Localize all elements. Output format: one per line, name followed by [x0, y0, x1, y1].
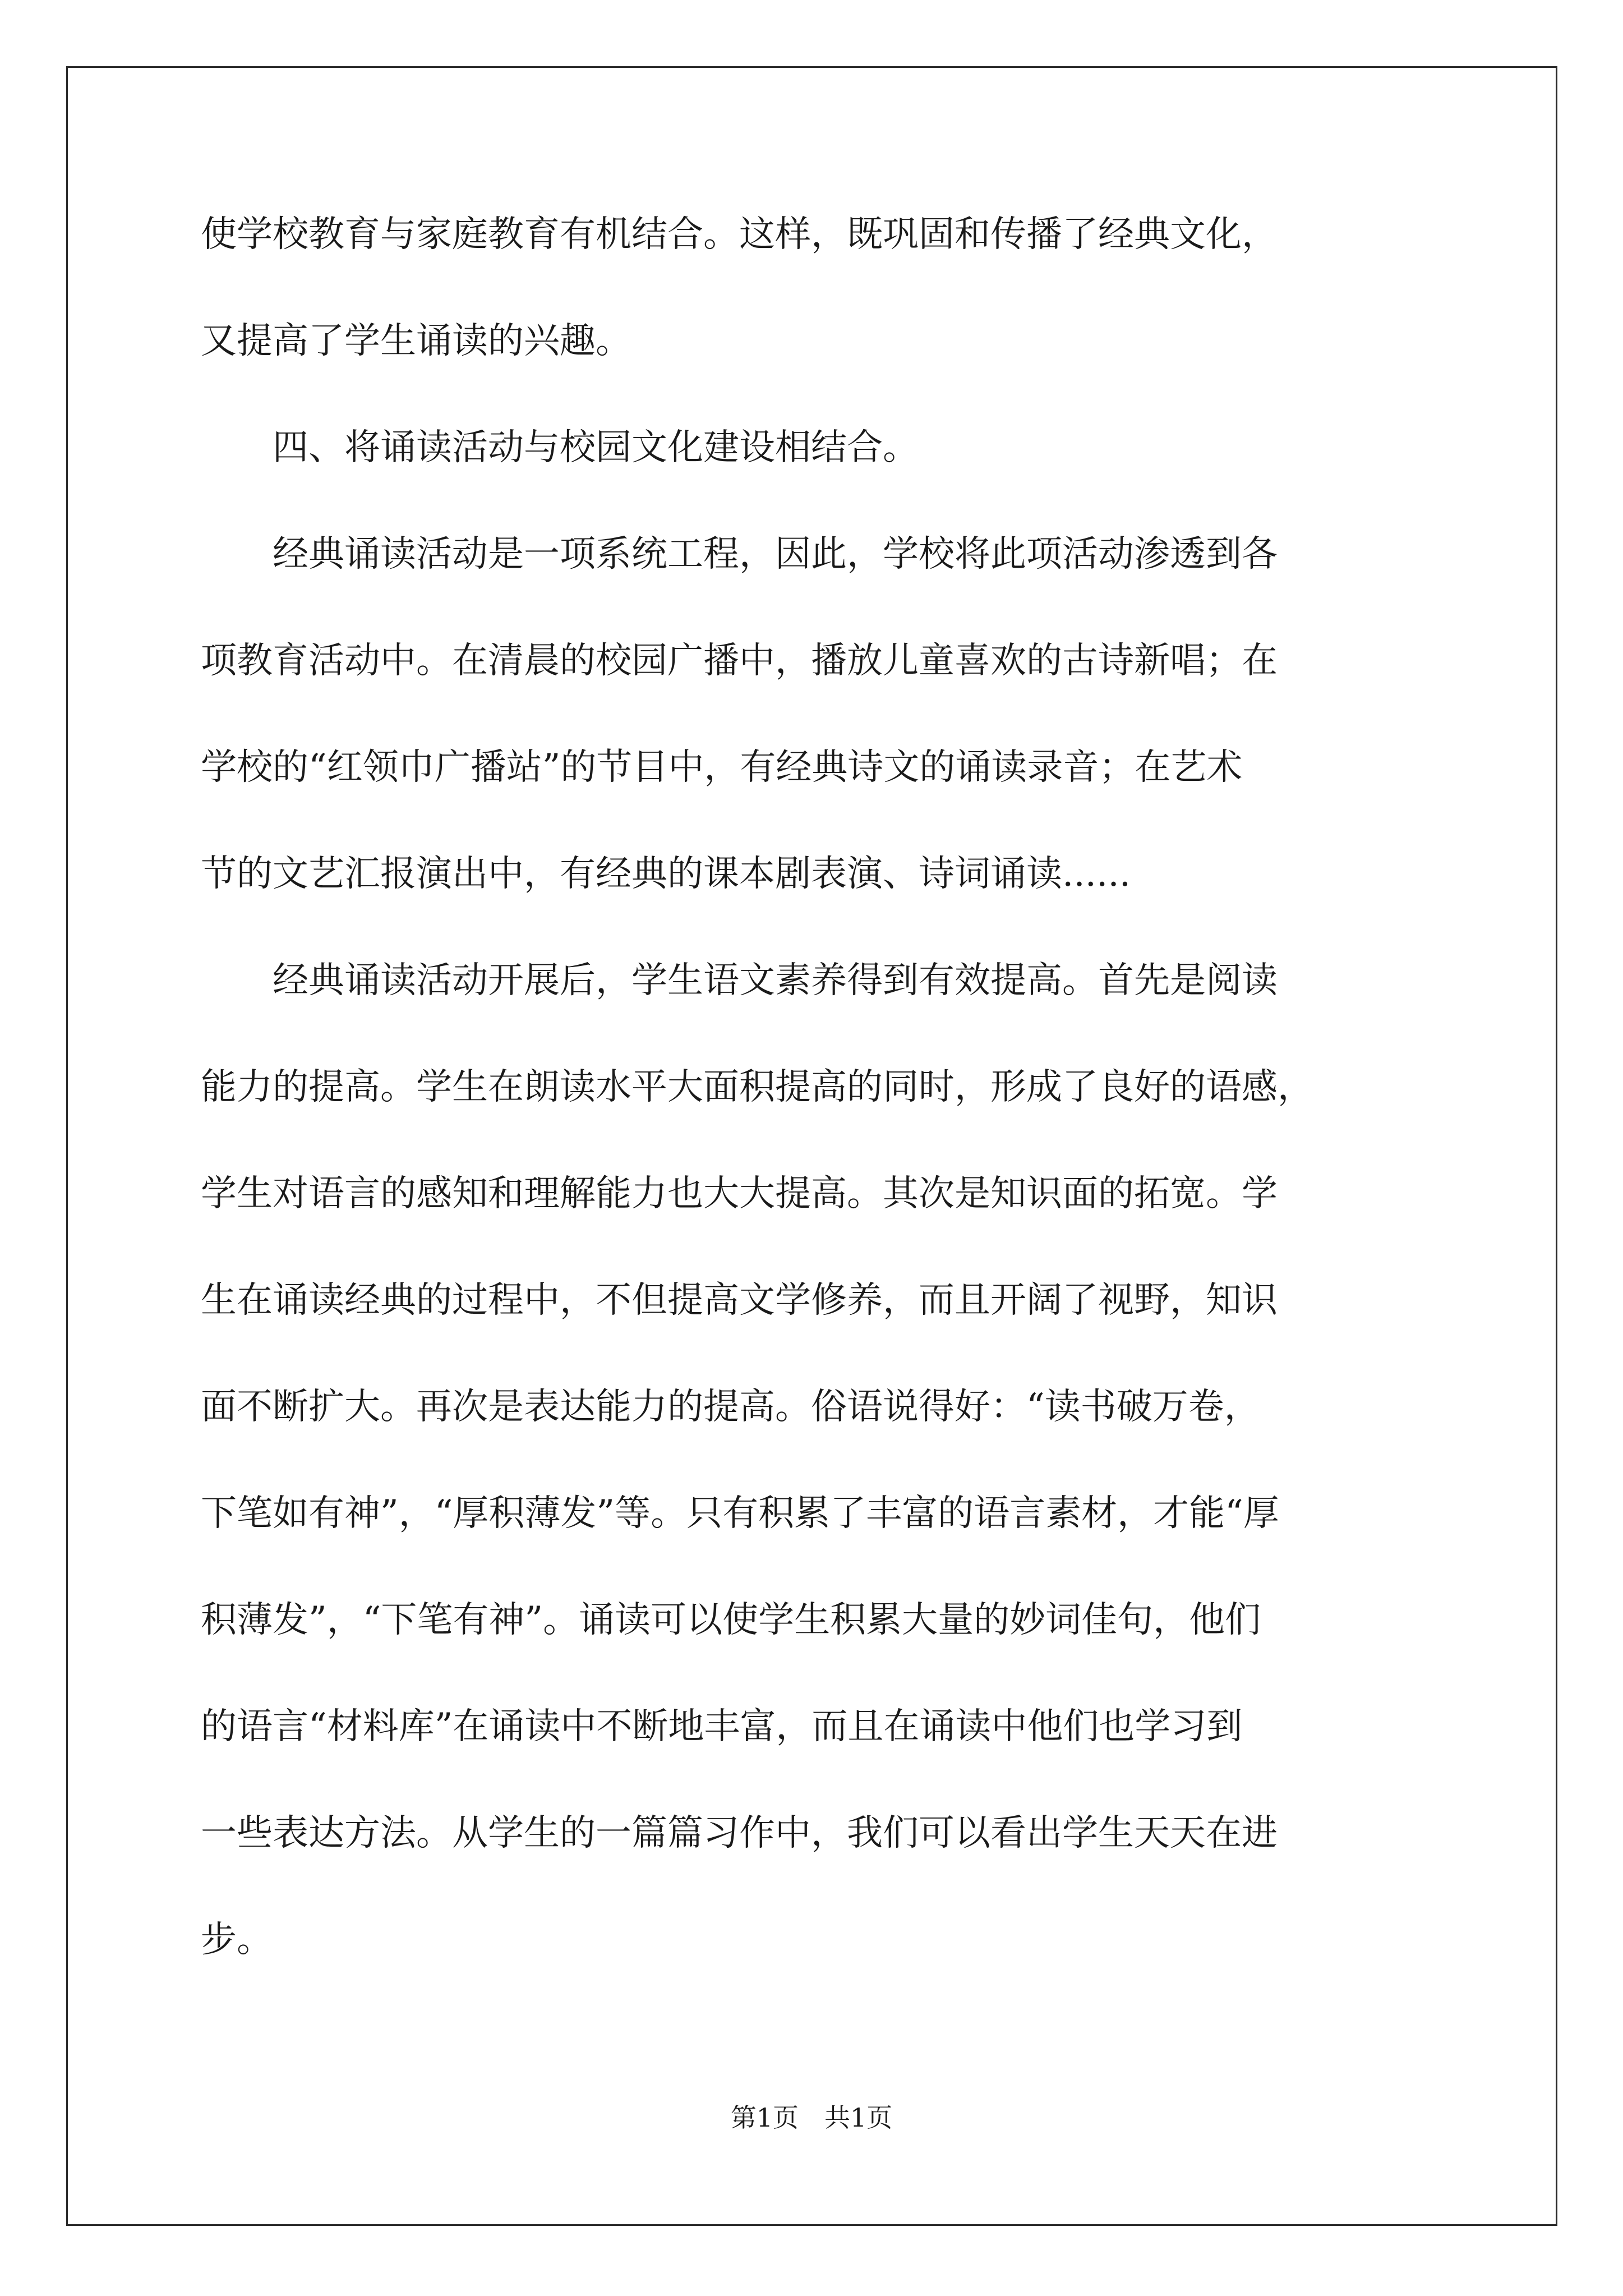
text-line: 经典诵读活动是一项系统工程，因此，学校将此项活动渗透到各: [201, 533, 1278, 575]
text-line: 节的文艺汇报演出中，有经典的课本剧表演、诗词诵读......: [201, 853, 1131, 895]
text-line: 的语言“材料库”在诵读中不断地丰富，而且在诵读中他们也学习到: [201, 1706, 1243, 1747]
text-line: 积薄发”，“下笔有神”。诵读可以使学生积累大量的妙词佳句，他们: [201, 1599, 1261, 1641]
text-line: 一些表达方法。从学生的一篇篇习作中，我们可以看出学生天天在进: [201, 1812, 1278, 1854]
text-line: 能力的提高。学生在朗读水平大面积提高的同时，形成了良好的语感，: [201, 1066, 1313, 1108]
section-heading: 四、将诵读活动与校园文化建设相结合。: [201, 427, 919, 468]
text-line: 面不断扩大。再次是表达能力的提高。俗语说得好：“读书破万卷，: [201, 1386, 1260, 1428]
page-frame: [66, 66, 1557, 2226]
text-line: 生在诵读经典的过程中，不但提高文学修养，而且开阔了视野，知识: [201, 1280, 1278, 1321]
text-line: 项教育活动中。在清晨的校园广播中，播放儿童喜欢的古诗新唱；在: [201, 640, 1278, 682]
text-line: 使学校教育与家庭教育有机结合。这样，既巩固和传播了经典文化，: [201, 214, 1278, 255]
page-number: 第1页 共1页: [730, 2102, 893, 2133]
text-line: 又提高了学生诵读的兴趣。: [201, 320, 631, 362]
text-line: 学生对语言的感知和理解能力也大大提高。其次是知识面的拓宽。学: [201, 1173, 1278, 1214]
text-line: 经典诵读活动开展后，学生语文素养得到有效提高。首先是阅读: [201, 960, 1278, 1001]
text-line: 学校的“红领巾广播站”的节目中，有经典诗文的诵读录音；在艺术: [201, 747, 1243, 788]
text-line: 下笔如有神”，“厚积薄发”等。只有积累了丰富的语言素材，才能“厚: [201, 1493, 1279, 1534]
text-line: 步。: [201, 1919, 273, 1961]
